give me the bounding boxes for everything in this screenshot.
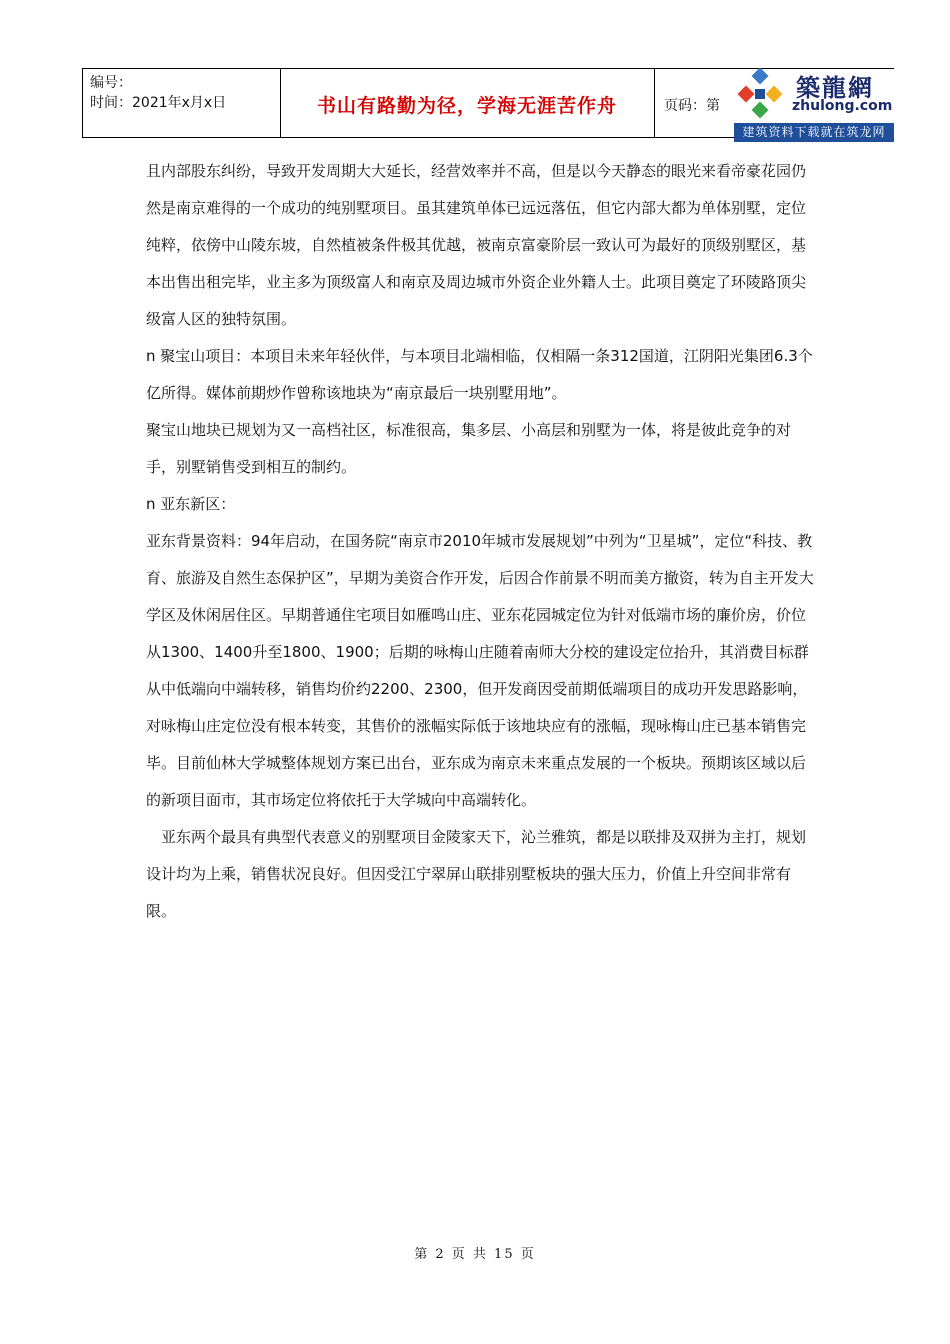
logo-url: zhulong.com: [792, 98, 893, 114]
document-number-label: 编号：: [90, 75, 132, 91]
body-paragraph: 聚宝山地块已规划为又一高档社区，标准很高，集多层、小高层和别墅为一体，将是彼此竞争的对手，别墅销售受到相互的制约。: [146, 421, 792, 476]
document-date-label: 时间：2021年x月x日: [90, 95, 227, 111]
body-paragraph: n 聚宝山项目：本项目未来年轻伙伴，与本项目北端相临，仅相隔一条312国道，江阴阳光集团6.3个亿所得。媒体前期炒作曾称该地块为“南京最后一块别墅用地”。: [146, 347, 813, 402]
header-divider: [280, 69, 281, 137]
header-meta: [90, 73, 226, 113]
header-motto: 书山有路勤为径，学海无涯苦作舟: [316, 95, 617, 117]
body-paragraph: 且内部股东纠纷，导致开发周期大大延长，经营效率并不高，但是以今天静态的眼光来看帝豪花园仍然是南京难得的一个成功的纯别墅项目。虽其建筑单体已远远落伍，但它内部大都为单体别墅，定位纯粹，依傍中山陵东坡，自然植被条件极其优越，被南京富豪阶层一致认可为最好的顶级别墅区，基本出售出租完毕，业主多为顶级富人和南京及周边城市外资企业外籍人士。此项目奠定了环陵路顶尖级富人区的独特氛围。: [146, 162, 807, 328]
document-body: [146, 153, 818, 930]
body-paragraph: 亚东两个最具有典型代表意义的别墅项目金陵家天下，沁兰雅筑，都是以联排及双拼为主打，规划设计均为上乘，销售状况良好。但因受江宁翠屏山联排别墅板块的强大压力，价值上升空间非常有限。: [146, 828, 807, 920]
header-page-label: 页码：第: [664, 98, 720, 114]
body-paragraph: 亚东背景资料：94年启动，在国务院“南京市2010年城市发展规划”中列为“卫星城”，定位“科技、教育、旅游及自然生态保护区”，早期为美资合作开发，后因合作前景不明而美方撤资，转为自主开发大学区及休闲居住区。早期普通住宅项目如雁鸣山庄、亚东花园城定位为针对低端市场的廉价房，价位从1300、1400升至1800、1900；后期的咏梅山庄随着南师大分校的建设定位抬升，其消费目标群从中低端向中端转移，销售均价约2200、2300，但开发商因受前期低端项目的成功开发思路影响，对咏梅山庄定位没有根本转变，其售价的涨幅实际低于该地块应有的涨幅，现咏梅山庄已基本销售完毕。目前仙林大学城整体规划方案已出台，亚东成为南京未来重点发展的一个板块。预期该区域以后的新项目面市，其市场定位将依托于大学城向中高端转化。: [146, 532, 814, 809]
header-divider: [82, 69, 83, 137]
header-divider: [654, 69, 655, 137]
body-paragraph: n 亚东新区：: [146, 495, 236, 513]
logo-name: 築龍網: [796, 73, 874, 102]
page-footer: 第 2 页 共 15 页: [414, 1247, 536, 1262]
logo-tagline: 建筑资料下载就在筑龙网: [734, 123, 894, 142]
zhulong-logo: [734, 68, 894, 142]
logo-mark-icon: [734, 68, 794, 124]
